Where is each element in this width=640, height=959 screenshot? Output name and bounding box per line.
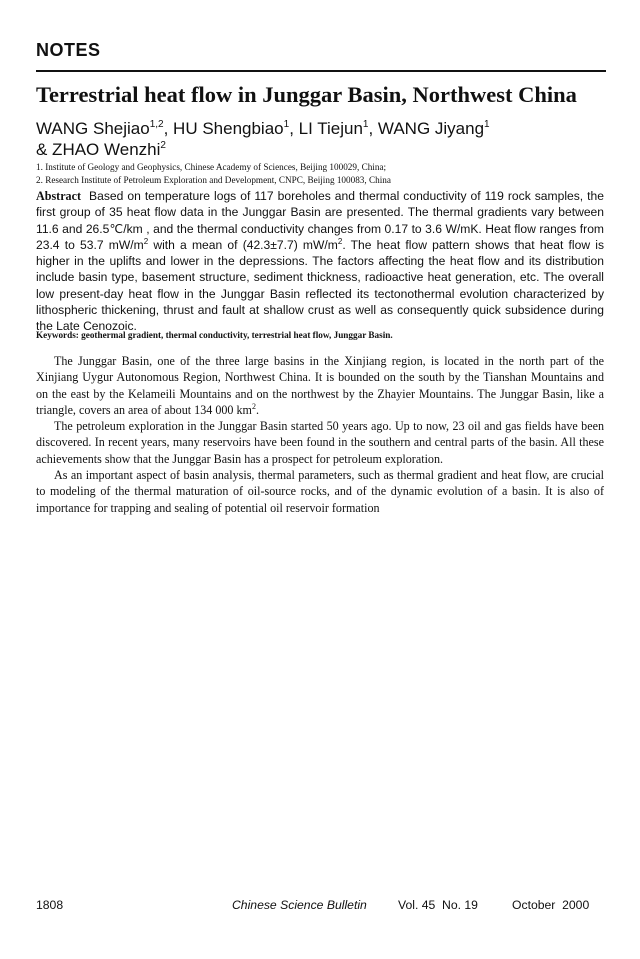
abstract-text: . The heat flow pattern shows that heat flow is higher in the uplifts and lower in the depressions. The factors affecting the heat flow and its distribution include basin type, basement structure, sediment thickness, radioactive heat generation, etc. The overall low present-day heat flow in the Junggar Basin reflected its tectonothermal evolution characterized by lithospheric thickening, thrust and fault at shallow crust as well as consequently quick subsidence during the Late Cenozoic. — [36, 237, 604, 334]
author-list — [36, 118, 606, 160]
abstract — [36, 188, 604, 335]
keywords: Keywords: geothermal gradient, thermal conductivity, terrestrial heat flow, Junggar Basin. — [36, 330, 393, 340]
affiliation-2: 2. Research Institute of Petroleum Exploration and Development, CNPC, Beijing 100083, China — [36, 175, 391, 185]
paragraph: The petroleum exploration in the Junggar Basin started 50 years ago. Up to now, 23 oil and gas fields have been discovered. In recent years, many reservoirs have been found in the southern and central parts of the basin. All these achievements show that the Junggar Basin has a prospect for petroleum exploration. — [36, 419, 604, 466]
abstract-text: with a mean of (42.3±7.7) mW/m — [148, 237, 338, 252]
author-name: WANG Shejiao — [36, 119, 150, 138]
abstract-sup: 2 — [337, 236, 343, 246]
journal-name: Chinese Science Bulletin — [232, 898, 367, 912]
paragraph: As an important aspect of basin analysis, thermal parameters, such as thermal gradient and heat flow, are crucial to modeling of the thermal maturation of oil-source rocks, and of the dynamic evolution of a basin. It is also of importance for trapping and sealing of potential oil reservoir formation — [36, 468, 604, 515]
author-name: , WANG Jiyang — [368, 119, 485, 138]
page-number: 1808 — [36, 898, 64, 912]
author-affil-mark: 1 — [484, 119, 490, 130]
abstract-text: Based on temperature logs of 117 boreholes and thermal conductivity of 119 rock samples, the first group of 35 heat flow data in the Junggar Basin are presented. The thermal gradients vary between 11.6 and 26.5℃/km , and the thermal conductivity changes from 0.17 to 3.6 W/mK. Heat flow ranges from 23.4 to 53.7 mW/m — [36, 189, 604, 252]
author-name: & ZHAO Wenzhi — [36, 140, 161, 159]
author-name: , LI Tiejun — [289, 119, 363, 138]
author-affil-mark: 1 — [283, 119, 290, 130]
volume-issue: Vol. 45 No. 19 — [398, 898, 478, 912]
section-rule — [36, 70, 606, 72]
paragraph — [36, 353, 604, 418]
author-name: , HU Shengbiao — [163, 119, 284, 138]
affiliations — [36, 161, 606, 187]
section-heading: NOTES — [36, 40, 101, 60]
author-affil-mark: 2 — [160, 140, 166, 151]
abstract-label: Abstract — [36, 189, 82, 203]
paragraph-text: The Junggar Basin, one of the three large basins in the Xinjiang region, is located in the north part of the Xinjiang Uygur Autonomous Region, Northwest China. It is bounded on the south by the Tianshan Mountains and on the east by the Kelameili Mountains and on the northwest by the Zhayier Mountains. The Junggar Basin, like a triangle, covers an area of about 134 000 km — [36, 354, 604, 417]
issue-date: October 2000 — [512, 898, 590, 912]
paragraph-text: . — [255, 402, 259, 417]
author-affil-mark: 1,2 — [149, 119, 164, 130]
article-title: Terrestrial heat flow in Junggar Basin, Northwest China — [36, 82, 577, 107]
author-affil-mark: 1 — [362, 119, 369, 130]
body-text — [36, 353, 604, 516]
abstract-sup: 2 — [143, 236, 149, 246]
affiliation-1: 1. Institute of Geology and Geophysics, Chinese Academy of Sciences, Beijing 100029, China; — [36, 162, 387, 172]
superscript: 2 — [251, 401, 256, 411]
